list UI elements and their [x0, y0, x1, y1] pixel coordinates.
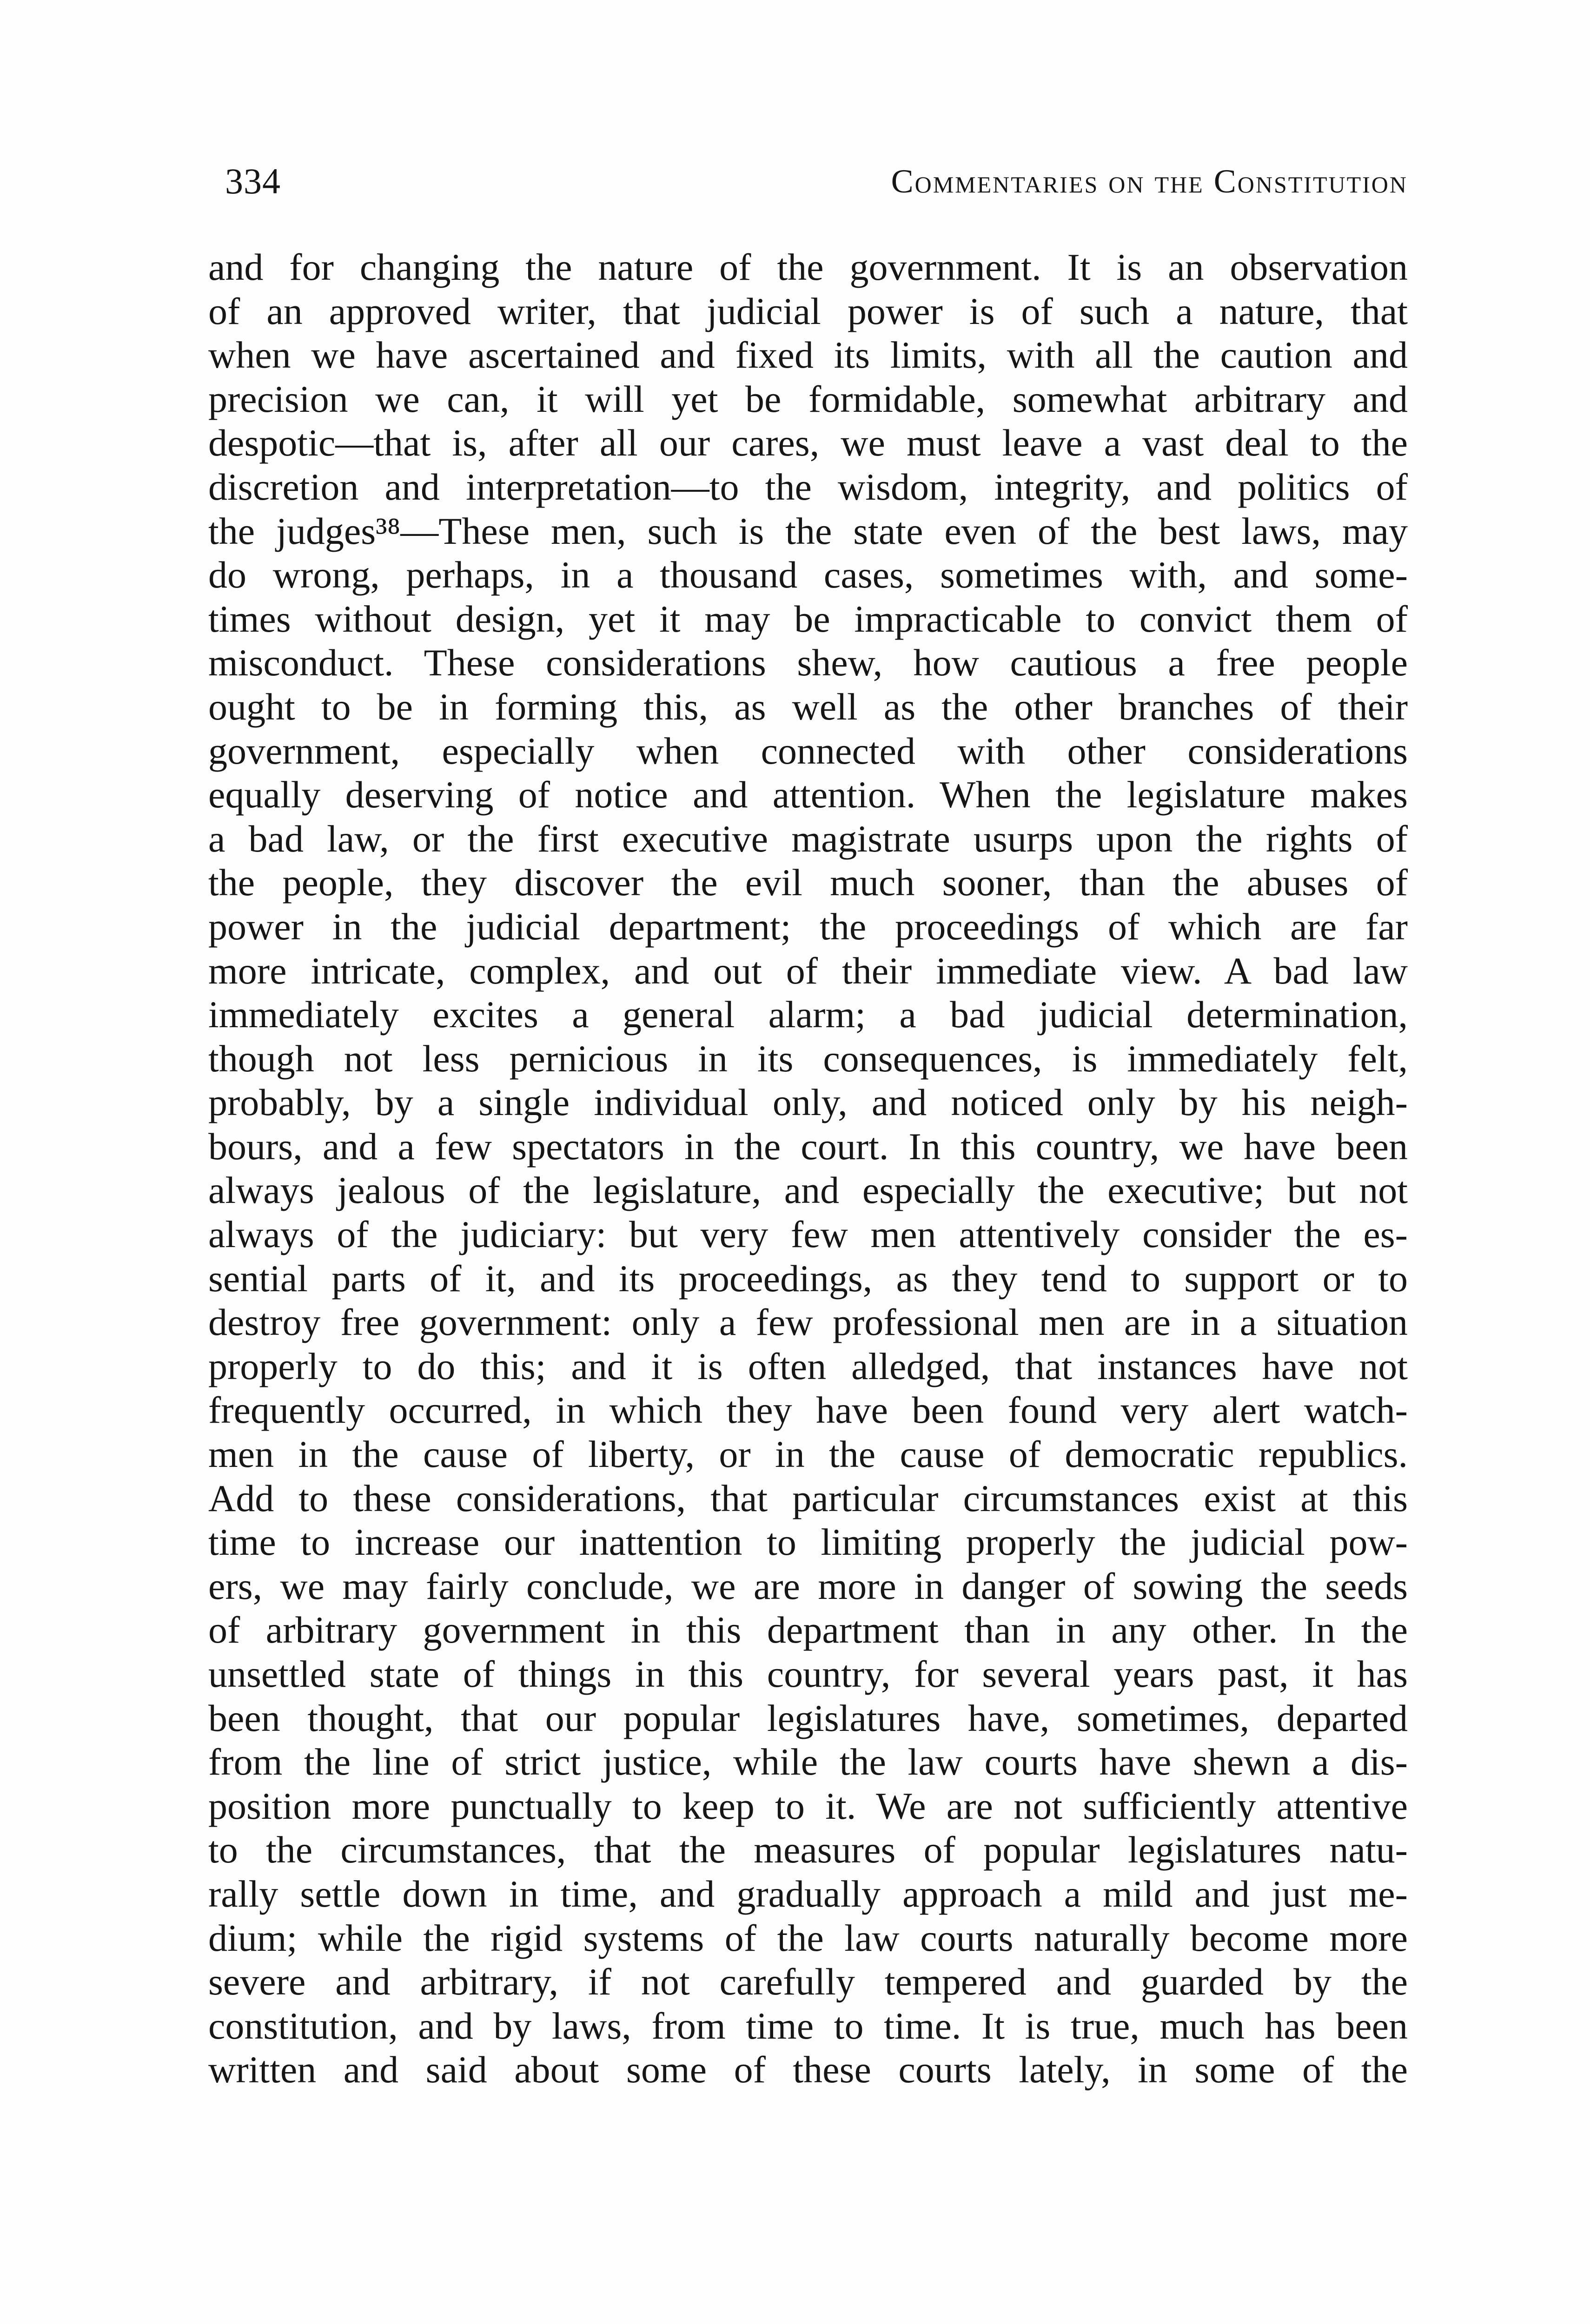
text-line: times without design, yet it may be impracticable to convict them of: [208, 597, 1408, 640]
text-line: misconduct. These considerations shew, how cautious a free people: [208, 641, 1408, 684]
text-line: men in the cause of liberty, or in the cause of democratic republics.: [208, 1433, 1408, 1476]
text-line: probably, by a single individual only, and noticed only by his neigh-: [208, 1081, 1408, 1124]
text-line: sential parts of it, and its proceedings, as they tend to support or to: [208, 1257, 1408, 1300]
text-line: the people, they discover the evil much sooner, than the abuses of: [208, 861, 1408, 904]
running-head: [0, 158, 1590, 205]
text-line: though not less pernicious in its consequences, is immediately felt,: [208, 1037, 1408, 1080]
text-line: do wrong, perhaps, in a thousand cases, sometimes with, and some-: [208, 554, 1408, 596]
text-line: been thought, that our popular legislatures have, sometimes, departed: [208, 1697, 1408, 1739]
text-line: always jealous of the legislature, and especially the executive; but not: [208, 1169, 1408, 1212]
text-line: the judges³⁸—These men, such is the state even of the best laws, may: [208, 509, 1408, 552]
text-line: destroy free government: only a few professional men are in a situation: [208, 1301, 1408, 1344]
text-line: unsettled state of things in this country, for several years past, it has: [208, 1653, 1408, 1695]
text-line: a bad law, or the first executive magistrate usurps upon the rights of: [208, 817, 1408, 860]
text-line: frequently occurred, in which they have been found very alert watch-: [208, 1389, 1408, 1432]
text-line: immediately excites a general alarm; a bad judicial determination,: [208, 993, 1408, 1036]
text-line: always of the judiciary: but very few men attentively consider the es-: [208, 1213, 1408, 1256]
text-line: ers, we may fairly conclude, we are more in danger of sowing the seeds: [208, 1565, 1408, 1607]
page-number: 334: [225, 161, 281, 201]
text-line: and for changing the nature of the government. It is an observation: [208, 246, 1408, 288]
text-line: written and said about some of these courts lately, in some of the: [208, 2048, 1408, 2091]
text-line: dium; while the rigid systems of the law courts naturally become more: [208, 1916, 1408, 1959]
body-text: [208, 245, 1408, 2092]
text-line: ought to be in forming this, as well as the other branches of their: [208, 685, 1408, 728]
text-line: of an approved writer, that judicial power is of such a nature, that: [208, 290, 1408, 332]
text-line: to the circumstances, that the measures of popular legislatures natu-: [208, 1829, 1408, 1871]
text-line: severe and arbitrary, if not carefully tempered and guarded by the: [208, 1961, 1408, 2003]
text-line: when we have ascertained and fixed its limits, with all the caution and: [208, 334, 1408, 376]
text-line: discretion and interpretation—to the wisdom, integrity, and politics of: [208, 465, 1408, 508]
text-line: power in the judicial department; the proceedings of which are far: [208, 905, 1408, 948]
text-line: more intricate, complex, and out of their immediate view. A bad law: [208, 949, 1408, 992]
text-line: government, especially when connected with other considerations: [208, 729, 1408, 772]
text-line: of arbitrary government in this department than in any other. In the: [208, 1609, 1408, 1651]
text-line: properly to do this; and it is often alledged, that instances have not: [208, 1345, 1408, 1387]
text-line: from the line of strict justice, while the law courts have shewn a dis-: [208, 1741, 1408, 1783]
text-line: time to increase our inattention to limiting properly the judicial pow-: [208, 1521, 1408, 1564]
text-line: Add to these considerations, that particular circumstances exist at this: [208, 1477, 1408, 1519]
text-line: precision we can, it will yet be formidable, somewhat arbitrary and: [208, 377, 1408, 420]
text-line: rally settle down in time, and gradually approach a mild and just me-: [208, 1872, 1408, 1915]
text-line: equally deserving of notice and attention. When the legislature makes: [208, 773, 1408, 816]
running-title: Commentaries on the Constitution: [891, 163, 1408, 200]
text-line: despotic—that is, after all our cares, we must leave a vast deal to the: [208, 422, 1408, 464]
text-line: position more punctually to keep to it. We are not sufficiently attentive: [208, 1784, 1408, 1827]
text-line: constitution, and by laws, from time to time. It is true, much has been: [208, 2004, 1408, 2047]
text-line: bours, and a few spectators in the court. In this country, we have been: [208, 1125, 1408, 1168]
